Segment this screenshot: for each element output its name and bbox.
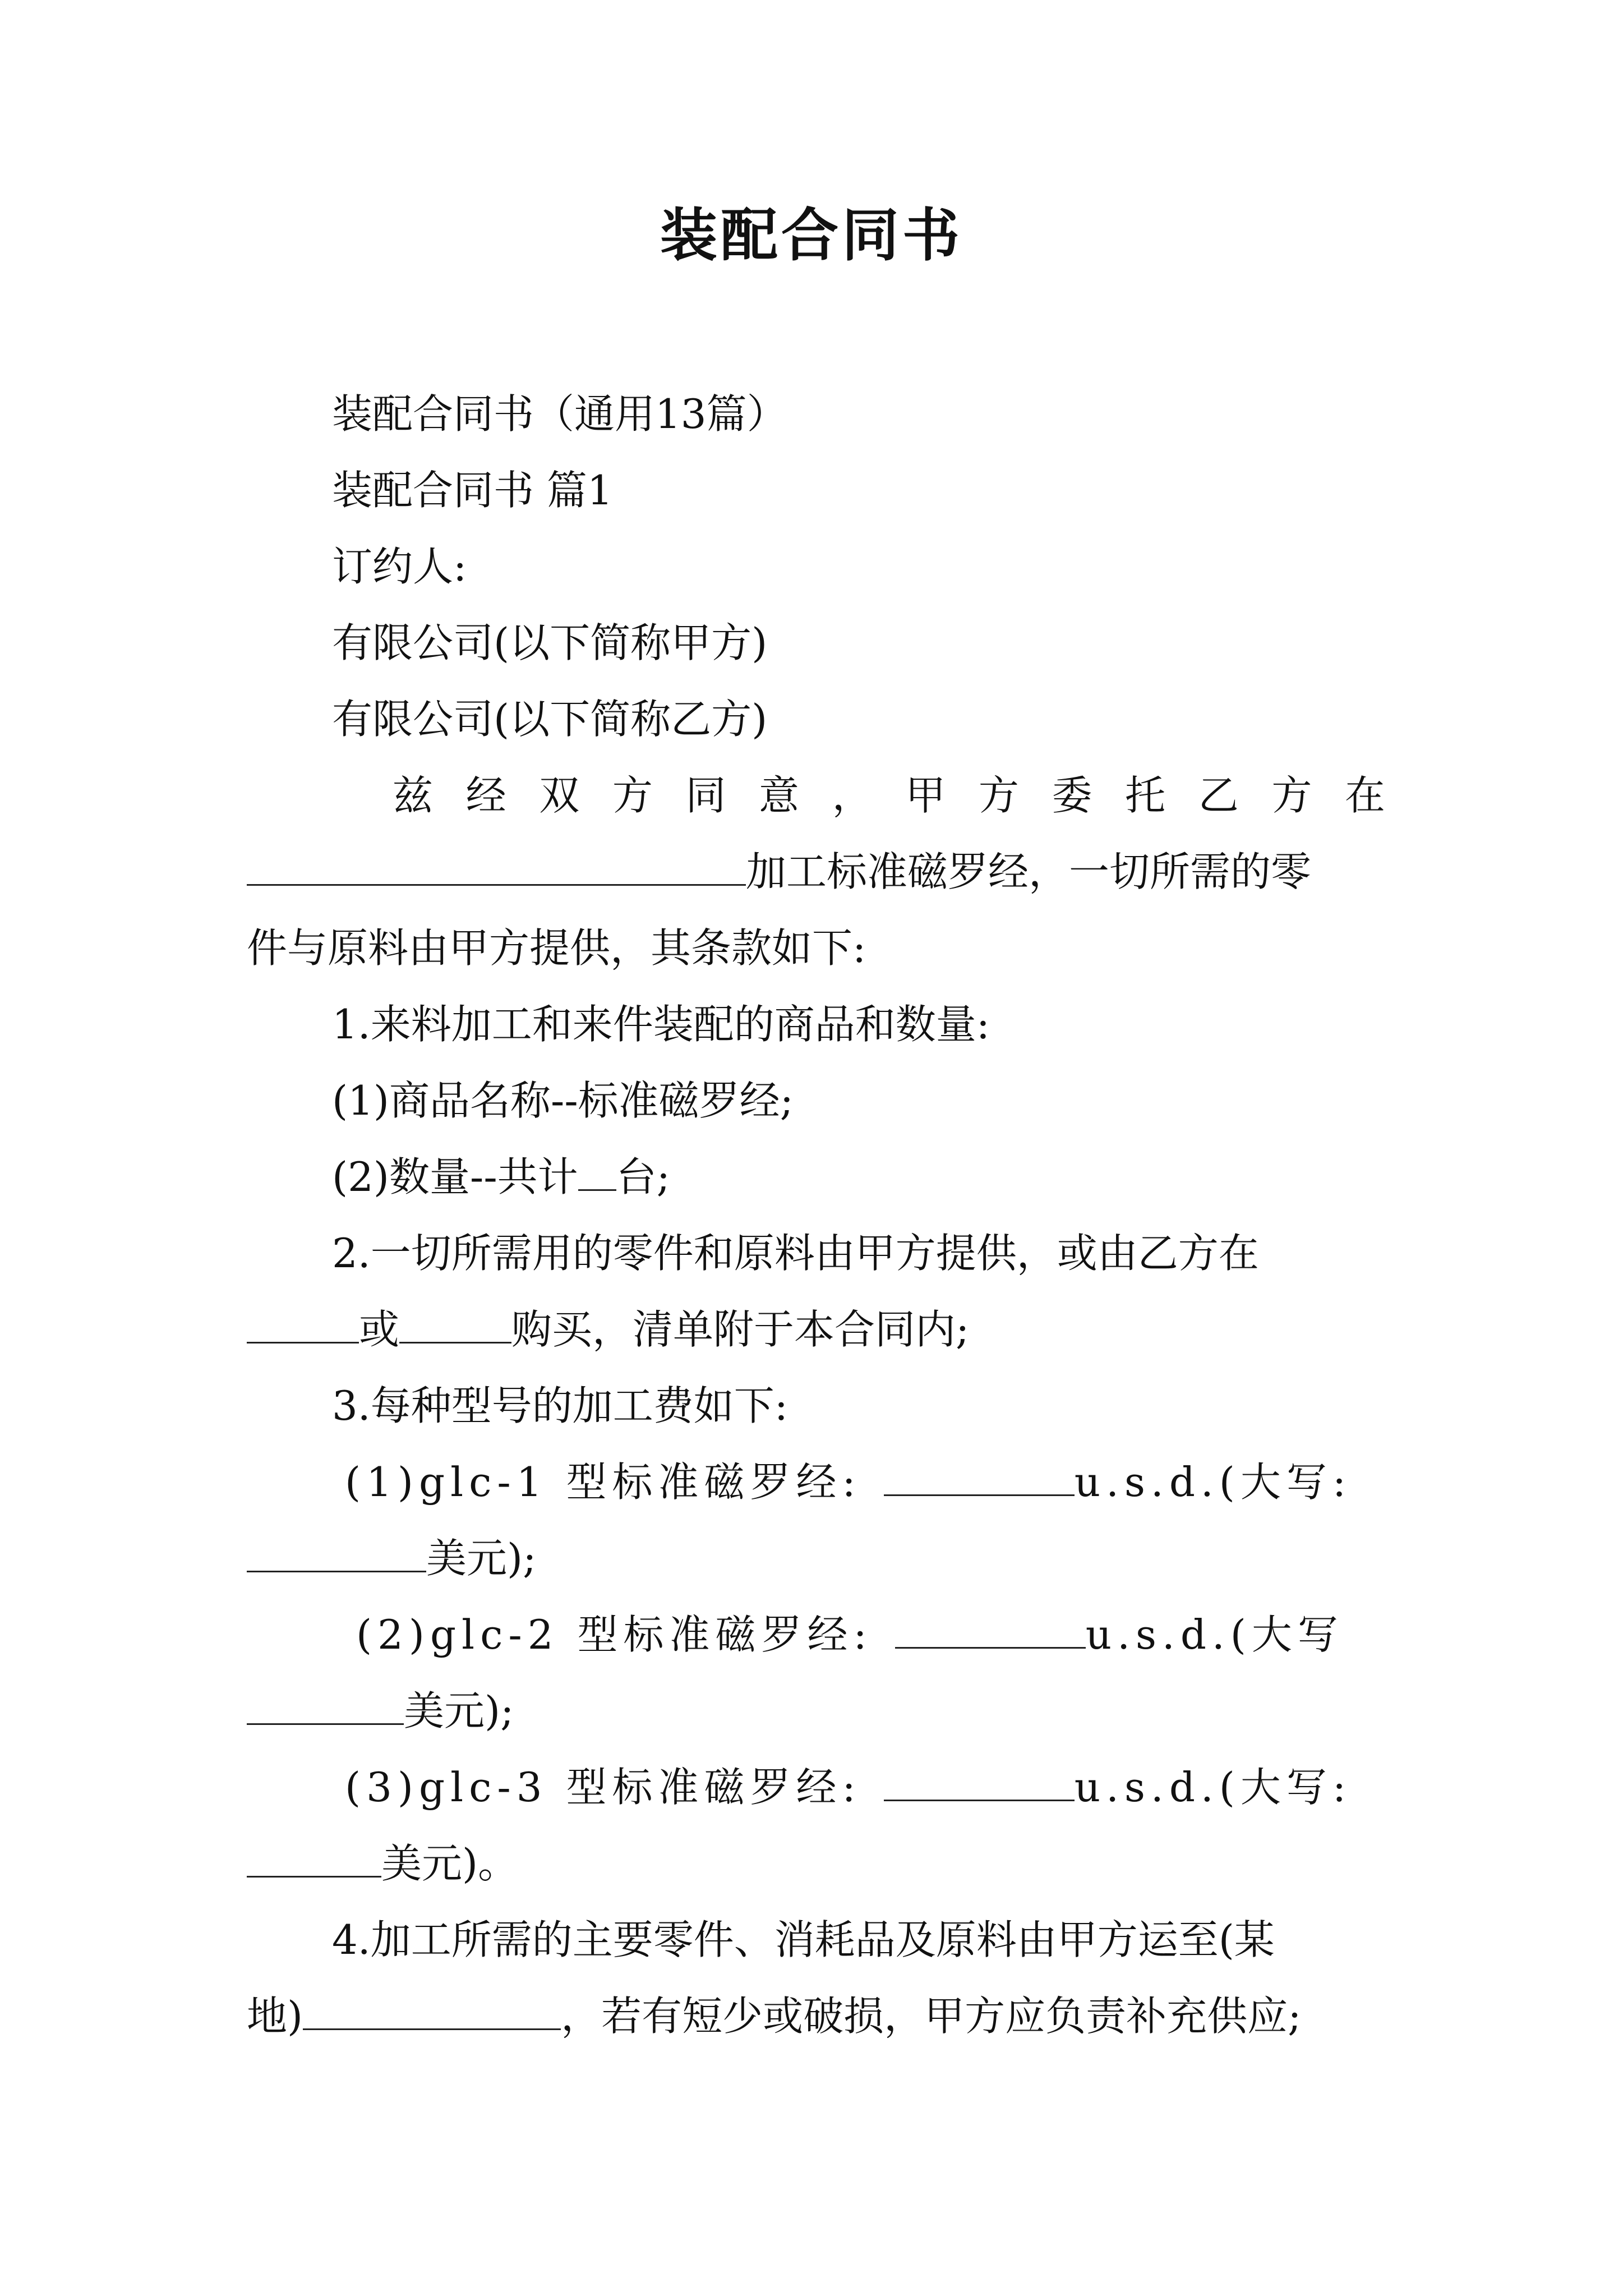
agreement-intro-line-2 [247, 834, 1385, 910]
blank-fee-2 [895, 1613, 1086, 1649]
clause-1-heading: 1.来料加工和来件装配的商品和数量: [332, 1001, 990, 1048]
purchase-text: 购买，清单附于本合同内; [511, 1306, 970, 1353]
intro-char: 方 [612, 772, 653, 819]
clause-3-item-2 [247, 1596, 1385, 1673]
blank-destination [303, 1995, 561, 2030]
contract-parties-label: 订约人: [332, 543, 467, 590]
intro-char: 兹 [393, 772, 434, 819]
model-3-label: (3)glc-3 型标准磁罗经: [345, 1764, 861, 1811]
quantity-label: (2)数量--共计 [332, 1153, 578, 1200]
clause-3-item-3-cont [247, 1825, 1385, 1902]
clause-4-line-1: 4.加工所需的主要零件、消耗品及原料由甲方运至(某 [332, 1916, 1275, 1963]
model-2-label: (2)glc-2 型标准磁罗经: [356, 1611, 873, 1658]
blank-quantity [578, 1156, 616, 1191]
currency-1: u.s.d.(大写: [1074, 1458, 1352, 1506]
clause-1-item-1: (1)商品名称--标准磁罗经; [332, 1077, 794, 1124]
intro-char: 方 [978, 772, 1019, 819]
intro-char: 乙 [1198, 772, 1239, 819]
intro-char: 甲 [905, 772, 946, 819]
clause-3-item-3 [247, 1749, 1385, 1825]
intro-char: 在 [1344, 772, 1385, 819]
place-label: 地) [247, 1993, 303, 2040]
party-b-line: 有限公司(以下简称乙方) [332, 696, 768, 743]
clause-3-heading: 3.每种型号的加工费如下: [332, 1382, 788, 1429]
section-heading: 装配合同书 篇1 [332, 467, 613, 514]
intro-text: 加工标准磁罗经，一切所需的零 [746, 848, 1312, 895]
blank-place-1 [247, 1308, 359, 1343]
blank-location [247, 850, 746, 886]
supply-text: ，若有短少或破损，甲方应负责补充供应; [561, 1993, 1302, 2040]
subtitle-line: 装配合同书（通用13篇） [332, 390, 787, 438]
blank-place-2 [399, 1308, 511, 1343]
clause-2-line-1: 2.一切所需用的零件和原料由甲方提供，或由乙方在 [332, 1230, 1259, 1277]
clause-4-line-2 [247, 1978, 1385, 2054]
document-body [247, 376, 1385, 2054]
model-1-label: (1)glc-1 型标准磁罗经: [345, 1458, 861, 1506]
blank-fee-1-words [247, 1537, 426, 1572]
intro-char: 方 [1271, 772, 1312, 819]
currency-2: u.s.d.(大写 [1085, 1611, 1344, 1658]
currency-3: u.s.d.(大写: [1074, 1764, 1352, 1811]
or-text: 或 [359, 1306, 400, 1353]
party-a-line: 有限公司(以下简称甲方) [332, 619, 768, 666]
intro-char: 意 [759, 772, 800, 819]
intro-char: 双 [539, 772, 580, 819]
clause-3-item-1-cont [247, 1520, 1385, 1596]
intro-char: 经 [465, 772, 506, 819]
dollar-unit-3: 美元)。 [381, 1840, 519, 1887]
dollar-unit-1: 美元); [426, 1535, 537, 1582]
clause-3-item-1 [247, 1444, 1385, 1520]
clause-1-item-2 [247, 1139, 1385, 1215]
intro-char: 托 [1125, 772, 1166, 819]
document-title: 装配合同书 [660, 202, 963, 269]
blank-fee-3-words [247, 1842, 381, 1878]
intro-char: 同 [685, 772, 726, 819]
intro-char: 委 [1052, 772, 1092, 819]
dollar-unit-2: 美元); [404, 1687, 514, 1734]
intro-char: ， [832, 772, 873, 819]
clause-3-item-2-cont [247, 1673, 1385, 1749]
quantity-unit: 台; [616, 1153, 670, 1200]
clause-2-line-2 [247, 1291, 1385, 1368]
blank-fee-2-words [247, 1690, 404, 1725]
blank-fee-1 [884, 1461, 1075, 1496]
blank-fee-3 [884, 1766, 1075, 1801]
agreement-intro-line-3: 件与原料由甲方提供，其条款如下: [247, 924, 866, 972]
agreement-intro-line [247, 757, 1385, 834]
